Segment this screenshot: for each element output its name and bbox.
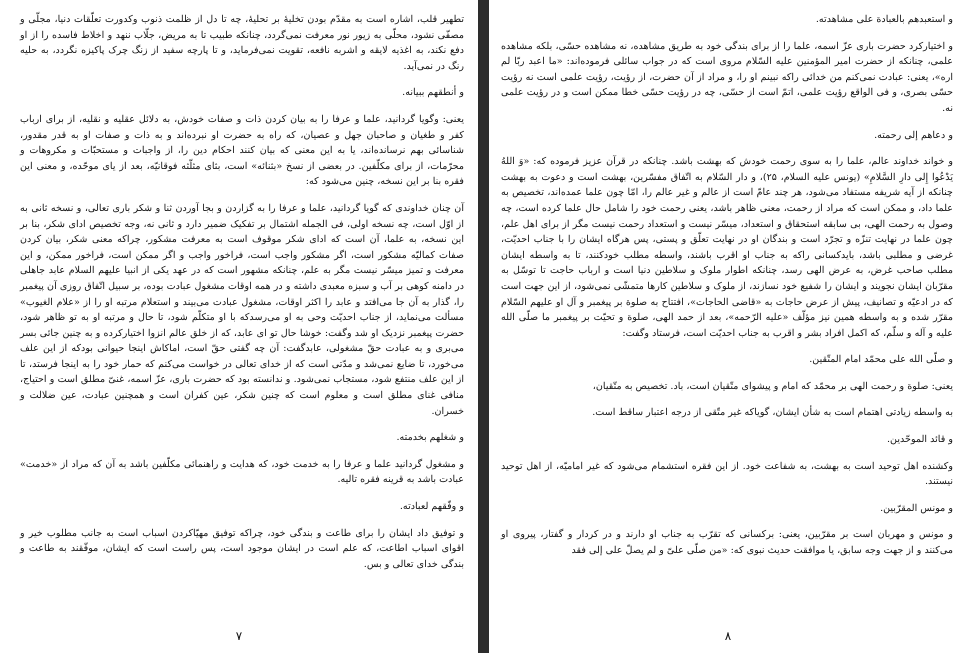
paragraph: یعنی: صلوة و رحمت الهی بر محمّد که امام و پیشوای متّقیان است، باد. تخصیص به متّقیان،: [592, 380, 953, 392]
heading-line: و قائد الموحّدین.: [886, 434, 953, 446]
paragraph: و خواند خداوند عالم، علما را به سوی رحمت خودش که بهشت باشد. چنانکه در قرآن عزیز فرموده که: «وَ اللهُ يَدْعُوا إِلى دارِ السَّلامِ» (یونس علیه السلام، ۲۵)، و دار السّلام به اتّفاق مفسّرین، بهشت است و دعوت به بهشت چنانکه از آیه شریفه مستفاد می‌شود، هر چند عامّ است از عالم و غیر عالم را، امّا چون علما عمده‌اند، تخصیص به علما داد، و ممکن است که مراد از رحمت، معنی ظاهر باشد، یعنی رحمت خود را شامل حال علما کرده است، چه وصول به رحمت الهی، بی سابقه استحقاق و استعداد، میسّر نیست و استعداد رحمت نیست مگر از برای اهل علم، چون علما در نهایت تنزّه و تجرّد است و بندگان او در نهایت تعلّق و پستی، پس هرگاه ایشان را با جناب احدیّت، غرضی و مطلبی باشد، بایدکسانی راکه به جناب او اقرب باشند، واسطه مطلب خودکنند، تا به واسطه ایشان مطلب صاحب غرض، به عرض الهی رسد، چنانکه اطوار ملوک و سلاطین دنیا است و ارباب حاجت تا توسّل به مقرّبان ایشان نجویند و ایشان را شفیع خود نسازند، از ملوک و سلاطین کارها متمشّی نمی‌شود، از این جهت است که در ادعیّه و تصانیف، پیش از عرض حاجات به «قاضی الحاجات»، افتتاح به صلوة بر پیغمبر و آل او علیهم السّلام مقرّر شده و به واسطه همین نیز مؤلّف «علیه الرّحمه»، بعد از حمد الهی، صلوة و تحیّت بر پیغمبر ما صلّی الله علیه و آله و سلّم، که اکمل افراد بشر و اقرب به جناب احدیّت است، فرستاد وگفت:: [501, 156, 953, 339]
paragraph: و مونس و مهربان است بر مقرّبین، یعنی: برکسانی که تقرّب به جناب او دارند و در کردار و گفتار، پیروی او می‌کنند و از جهت وجه سابق، یا موافقت حدیث نبوی که: «من صلّی علیّ و لم یصلّ علی إلی فقد: [501, 529, 953, 557]
right-page-text: [501, 12, 953, 559]
paragraph: و اختیارکرد حضرت باری عزّ اسمه، علما را از برای بندگی خود به طریق مشاهده، نه مشاهده حسّی، بلکه مشاهده علمی، چنانکه از حضرت امیر المؤمنین علیه السّلام مروی است که در جواب سائلی فرموده‌اند: «ما اعبد ربّا لم اره»، یعنی: عبادت نمی‌کنم من خدائی راکه نبینم او را، و مراد از آن حضرت، از رؤیت، رؤیت علمی است نه رؤیت حسّی بصری، و فی الواقع رؤیت علمی، اتمّ است از حسّی، چه در رؤیت حسّی خطا ممکن است و در رؤیت علمی نه.: [501, 40, 953, 114]
heading-line: و صلّی الله علی محمّد امام المتّقین.: [809, 354, 953, 366]
page-number: ۷: [235, 629, 243, 643]
heading-line: و أنطقهم ببیانه.: [402, 87, 464, 99]
book-gutter: [478, 0, 489, 653]
left-page: [0, 0, 478, 653]
paragraph: وکشنده اهل توحید است به بهشت، به شفاعت خود. از این فقره استشمام می‌شود که غیر امامیّه، از اهل توحید نیستند.: [501, 460, 953, 488]
heading-line: و مونس المقرّبین.: [880, 502, 953, 514]
paragraph: تطهیر قلب، اشاره است به مقدّم بودن تخلیهٔ بر تحلیهٔ، چه تا دل از ظلمت ذنوب وکدورت تعلّقات دنیا، مجلّی و مصفّی نشود، محلّی به زیور نور معرفت نمی‌گردد، چنانکه طبیب تا به مریض، جلّاب ننهد و اخلاط فاسده را از او دفع نکند، به اغذیه لایقه و اشربه نافعه، تقویت نمی‌فرماید، و تا پارچه سفید از زنگ چرک پاکیزه نگردد، به حلیه رنگ در نمی‌آید.: [20, 14, 464, 72]
paragraph: یعنی: وگویا گردانید، علما و عرفا را به بیان کردن ذات و صفات خودش، به دلائل عقلیه و نقلیه، از برای ارباب کفر و طغیان و صاحبان جهل و عصیان، که راه به حضرت او نبرده‌اند و به ذات و صفات او به قدر مقدور، شناسائی بهم نرسانده‌اند، یا به این معنی که بیان کنند احکام دین را، از واجبات و مستحبّات و مکروهات و محرّمات، از برای مکلّفین. در بعضی از نسخ «بثنائه» است، بثای مثلّثه فوقانیّه، بعد از یای موحّده، و معنی این فقره بنا بر این نسخه، چنین می‌شود که:: [20, 113, 464, 188]
right-page: [489, 0, 967, 653]
paragraph: آن چنان خداوندی که گویا گردانید، علما و عرفا را به گزاردن و بجا آوردن ثنا و شکر باری تعالی، و نسخه ثانی به از اوّل است، چه نسخه اولی، فی الجمله اشتمال بر تفکیک ضمیر دارد و ثانی نه، وجه تخصیص ادای شکر، بنا بر این نسخه، به علما، آن است که ادای شکر موقوف است به معرفت مشکور، چراکه معنی شکر، بیان کردن صفات کمالیّه مشکور است، اگر مشکور واجب است، فراخور واجب و اگر ممکن است، فراخور ممکن، و این معرفت و تمیز میسّر نیست مگر به علم، چنانکه مشهور است که در عهد یکی از انبیا علیهم السلام عابد جاهلی در دامنه کوهی بر آب و سبزه معبدی داشته و در همه اوقات مشغول عبادت بوده، بر سبیل اتّفاق روزی آن پیغمبر را، گذار به آن جا می‌افتد و عابد را اکثر اوقات، مشغول عبادت می‌بیند و استعلام مرتبه او را از «علام الغیوب» مسألت می‌نماید، از جناب احدیّت وحی به او می‌رسدکه با او متکلّم شود، تا حال و مرتبه او به تو ظاهر شود، حضرت پیغمبر نزدیک او شد وگفت: خوشا حال تو ای عابد، که از خلق عالم انزوا اختیارکرده و به چنین جائی بسر می‌بری و به عبادت حقّ مشغولی، عابدگفت: آن چه گفتی حقّ است، اماکاش اینجا حیوانی بودکه از این علف می‌خورد، تا ضایع نمی‌شد و مدّتی است که از خدای تعالی در خواست می‌کنم که حمار خود را به اینجا فرستد، تا از این علف منتفع شود، مستجاب نمی‌شود. و ندانسته بود که حضرت باری، عزّ اسمه، غنیّ مطلق است و احتیاج، منافی غنای مطلق است و معلوم است که چنین شکر، عین کفران است و همچنین عبادت، عین ضلالت و خسران.: [20, 202, 464, 417]
heading-line: و شغلهم بخدمته.: [396, 432, 464, 444]
page-number: ۸: [724, 629, 732, 643]
heading-line: و استعبدهم بالعبادة علی مشاهدته.: [815, 14, 953, 25]
heading-line: و دعاهم إلی رحمته.: [874, 129, 953, 141]
left-page-text: [20, 12, 464, 572]
paragraph: و مشغول گردانید علما و عرفا را به خدمت خود، که هدایت و راهنمائی مکلّفین باشد به آن که مراد از «خدمت» عبادت باشد به قرینه فقره تالیه.: [20, 458, 464, 486]
paragraph: و توفیق داد ایشان را برای طاعت و بندگی خود، چراکه توفیق مهیّاکردن اسباب است به جانب مطلوب خیر و اقوای اسباب اطاعت، که علم است در ایشان موجود است، پس راست است که ایشان، موفّقند به طاعت و بندگی خدای تعالی و بس.: [20, 527, 464, 570]
paragraph: به واسطه زیادتی اهتمام است به شأن ایشان، گویاکه غیر متّقی از درجه اعتبار ساقط است.: [592, 407, 953, 419]
heading-line: و وفّقهم لعبادته.: [399, 501, 464, 513]
